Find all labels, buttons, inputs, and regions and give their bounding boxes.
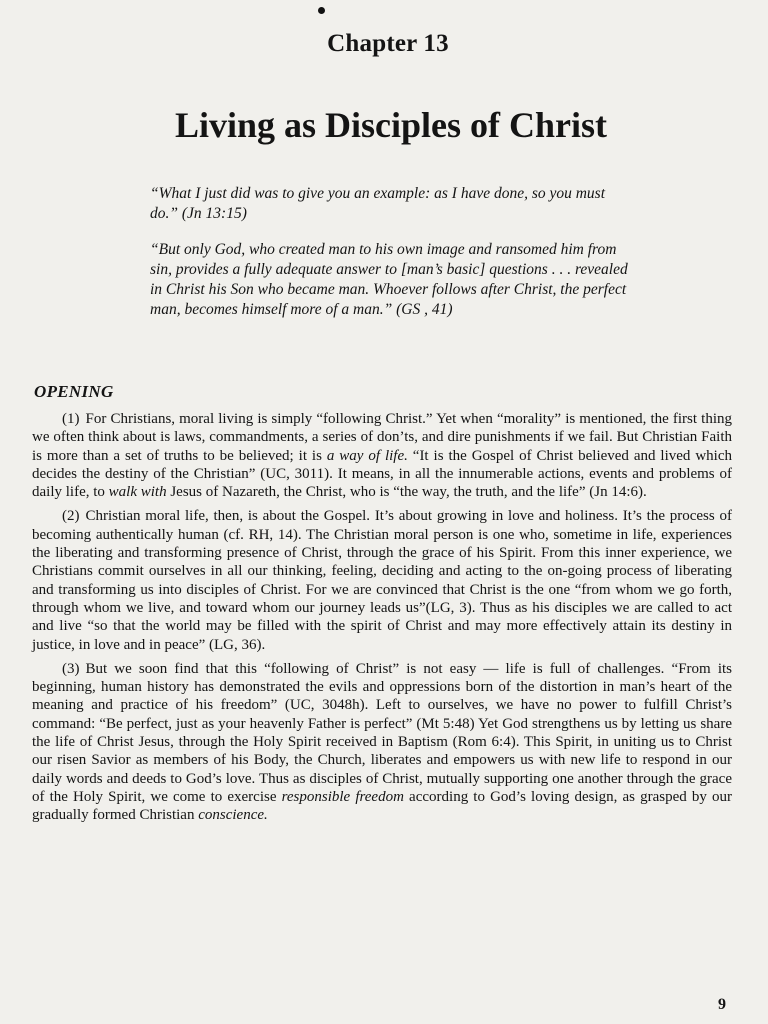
paragraph-text: according to God’s loving design, as grasped by our gradually formed Christian [32, 788, 733, 824]
body-text [32, 410, 732, 831]
emphasis-text: responsible freedom [281, 788, 404, 805]
page-number: 9 [718, 996, 726, 1013]
emphasis-text: walk with [108, 484, 167, 501]
paragraph-number: (2) [62, 508, 80, 525]
top-dot-mark [318, 7, 325, 14]
epigraph-1: “What I just did was to give you an example: as I have done, so you must do.” (Jn 13:15) [150, 185, 606, 222]
paragraph-text: “It is the Gospel of Christ believed and lived which decides the destiny of the Christian” (UC, 3011). It means, in all the innumerable actions, events and problems of daily life, to [32, 447, 733, 501]
paragraph-text: But we soon find that this “following of Christ” is not easy — life is full of challenges. “From its beginning, human history has demonstrated the evils and oppressions born of the distortion in man’s heart of the meaning and practice of his freedom” (UC, 3048h). Left to ourselves, we have no power to fulfill Christ’s command: “Be perfect, just as your heavenly Father is perfect” (Mt 5:48) Yet God strengthens us by letting us share the life of Christ Jesus, through the Holy Spirit received in Baptism (Rom 6:4). This Spirit, in uniting us to Christ our risen Savior as members of his Body, the Church, liberates and empowers us with new life to respond in our daily words and deeds to God’s love. Thus as disciples of Christ, mutually supporting one another through the grace of the Holy Spirit, we come to exercise [32, 660, 732, 805]
paragraph-1 [32, 410, 732, 501]
section-heading: OPENING [34, 382, 114, 401]
paragraph-text: For Christians, moral living is simply “following Christ.” Yet when “morality” is mentioned, the first thing we often think about is laws, commandments, a series of don’ts, and dire punishments if we fail. But Christian Faith is more than a set of truths to be believed; it is [32, 411, 732, 464]
emphasis-text: conscience. [198, 807, 268, 824]
chapter-title: Living as Disciples of Christ [174, 105, 608, 145]
epigraph-2: “But only God, who created man to his own image and ransomed him from sin, provides a fully adequate answer to [man’s basic] questions . . . revealed in Christ his Son who became man. Whoever follows after Christ, the perfect man, becomes himself more of a man.” (GS , 41) [150, 241, 628, 318]
paragraph-text: Jesus of Nazareth, the Christ, who is “the way, the truth, and the life” (Jn 14:6). [166, 484, 647, 501]
paragraph-text: Christian moral life, then, is about the Gospel. It’s about growing in love and holiness. It’s the process of becoming authentically human (cf. RH, 14). The Christian moral person is one who, sometime in life, experiences the liberating and transforming presence of Christ, through the grace of his Spirit. From this inner experience, we Christians commit ourselves in all our thinking, feeling, deciding and acting to the on-going process of liberating and transforming us into disciples of Christ. For we are convinced that Christ is the one “from whom we go forth, through whom we live, and toward whom our journey leads us”(LG, 3). Thus as his disciples we are called to act and live “so that the world may be filled with the spirit of Christ and may more effectively attain its destiny in justice, in love and in peace” (LG, 36). [32, 508, 732, 653]
paragraph-number: (3) [62, 660, 80, 677]
chapter-label: Chapter 13 [327, 30, 449, 57]
epigraphs [150, 184, 628, 336]
paragraph-number: (1) [62, 411, 80, 427]
paragraph-2 [32, 507, 732, 653]
paragraph-3 [32, 660, 732, 825]
emphasis-text: a way of life. [326, 447, 408, 464]
